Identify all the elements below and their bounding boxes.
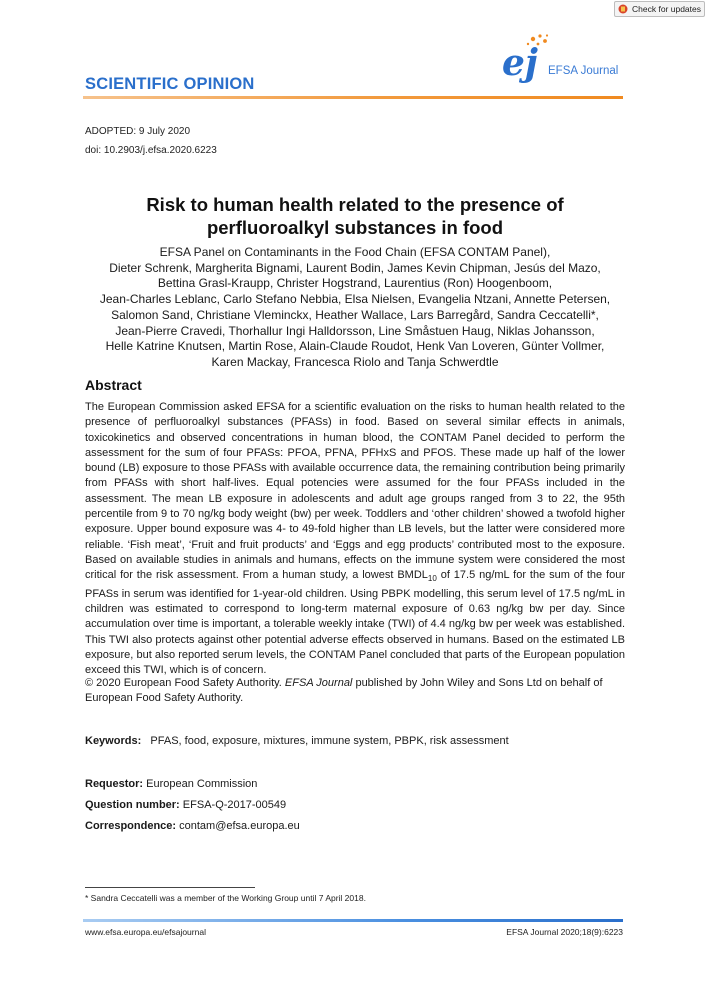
author-line: EFSA Panel on Contaminants in the Food Chain (EFSA CONTAM Panel), <box>159 245 551 259</box>
header-rule <box>83 96 623 99</box>
question-value: EFSA-Q-2017-00549 <box>182 799 287 811</box>
footnote-rule <box>85 887 255 888</box>
question-number <box>85 799 286 811</box>
abstract-part-2: of 17.5 ng/mL for the sum of the four PFASs in serum was identified for 1-year-old children. Using PBPK modelling, this serum level of 17.5 ng/mL in children was estimated to correspond to long-term maternal exposure of 0.63 ng/kg bw per day. Since accumulation over time is important, a tolerable weekly intake (TWI) of 4.4 ng/kg bw per week was established. This TWI also protects against other potential adverse effects observed in humans. Based on the estimated LB exposure, but also reported serum levels, the CONTAM Panel concluded that parts of the European population exceed this TWI, which is of concern. <box>85 569 625 677</box>
logo-text: EFSA Journal <box>548 65 619 77</box>
logo-letter: ej <box>502 42 538 84</box>
author-line: Salomon Sand, Christiane Vleminckx, Heather Wallace, Lars Barregård, Sandra Ceccatelli*, <box>111 307 599 322</box>
abstract-part-1: The European Commission asked EFSA for a scientific evaluation on the risks to human health related to the presence of perfluoroalkyl substances (PFASs) in food. Based on several similar effects in animals, toxicokinetics and observed concentrations in human blood, the CONTAM Panel decided to perform the assessment for the sum of four PFASs: PFOA, PFNA, PFHxS and PFOS. These made up half of the lower bound (LB) exposure to those PFASs with available occurrence data, the remaining contribution being primarily from PFASs with short half-lives. Equal potencies were assumed for the four PFASs included in the assessment. The mean LB exposure in adolescents and adult age groups ranged from 3 to 22, the 95th percentile from 9 to 70 ng/kg body weight (bw) per week. Toddlers and ‘other children’ showed a twofold higher exposure. Upper bound exposure was 4- to 49-fold higher than LB levels, but the latter were considered more reliable. ‘Fish meat’, ‘Fruit and fruit products’ and ‘Eggs and egg products’ contributed most to the exposure. Based on available studies in animals and humans, effects on the immune system were considered the most critical for the risk assessment. From a human study, a lowest BMDL <box>85 401 625 582</box>
correspondence-email[interactable]: contam@efsa.europa.eu <box>179 820 300 832</box>
author-line: Jean-Charles Leblanc, Carlo Stefano Nebbia, Elsa Nielsen, Evangelia Ntzani, Annette Petersen, <box>99 292 611 307</box>
footer-citation: EFSA Journal 2020;18(9):6223 <box>506 927 623 937</box>
author-line: Dieter Schrenk, Margherita Bignami, Laurent Bodin, James Kevin Chipman, Jesús del Mazo, <box>109 260 601 275</box>
section-title: SCIENTIFIC OPINION <box>85 75 255 93</box>
author-list <box>85 245 625 371</box>
abstract-subscript: 10 <box>427 574 437 584</box>
footer-rule <box>83 919 623 922</box>
journal-name: EFSA Journal <box>284 677 353 689</box>
check-for-updates-label: Check for updates <box>632 4 701 14</box>
correspondence <box>85 820 300 832</box>
author-line: Jean-Pierre Cravedi, Thorhallur Ingi Halldorsson, Line Småstuen Haug, Niklas Johansson, <box>115 323 595 338</box>
keywords-label: Keywords: <box>85 735 142 747</box>
copyright-pre: © 2020 European Food Safety Authority. <box>85 677 285 689</box>
author-line: Karen Mackay, Francesca Riolo and Tanja Schwerdtle <box>211 354 499 369</box>
author-line: Bettina Grasl-Kraupp, Christer Hogstrand, Laurentius (Ron) Hoogenboom, <box>157 276 553 291</box>
title-line: Risk to human health related to the presence of <box>146 194 564 215</box>
footnote: * Sandra Ceccatelli was a member of the Working Group until 7 April 2018. <box>85 893 366 903</box>
requestor-label: Requestor: <box>85 778 144 790</box>
adopted-date: ADOPTED: 9 July 2020 <box>85 126 191 137</box>
title-line: perfluoroalkyl substances in food <box>206 217 504 238</box>
copyright-notice <box>85 676 625 707</box>
update-icon <box>618 4 628 14</box>
doi: doi: 10.2903/j.efsa.2020.6223 <box>85 145 217 156</box>
correspondence-label: Correspondence: <box>85 820 177 832</box>
footer-url[interactable]: www.efsa.europa.eu/efsajournal <box>85 927 206 937</box>
author-line: Helle Katrine Knutsen, Martin Rose, Alain-Claude Roudot, Henk Van Loveren, Günter Vollmer, <box>105 339 605 354</box>
keywords-value: PFAS, food, exposure, mixtures, immune system, PBPK, risk assessment <box>150 735 509 747</box>
check-for-updates-button[interactable] <box>614 1 705 17</box>
question-label: Question number: <box>85 799 180 811</box>
requestor-value: European Commission <box>146 778 258 790</box>
requestor <box>85 778 257 790</box>
copyright-post: published by John Wiley and Sons Ltd on behalf of European Food Safety Authority. <box>85 677 603 705</box>
efsa-journal-logo <box>500 33 630 87</box>
paper-title <box>85 193 625 239</box>
abstract-heading: Abstract <box>85 377 142 393</box>
keywords <box>85 735 509 747</box>
abstract-text <box>85 400 625 679</box>
